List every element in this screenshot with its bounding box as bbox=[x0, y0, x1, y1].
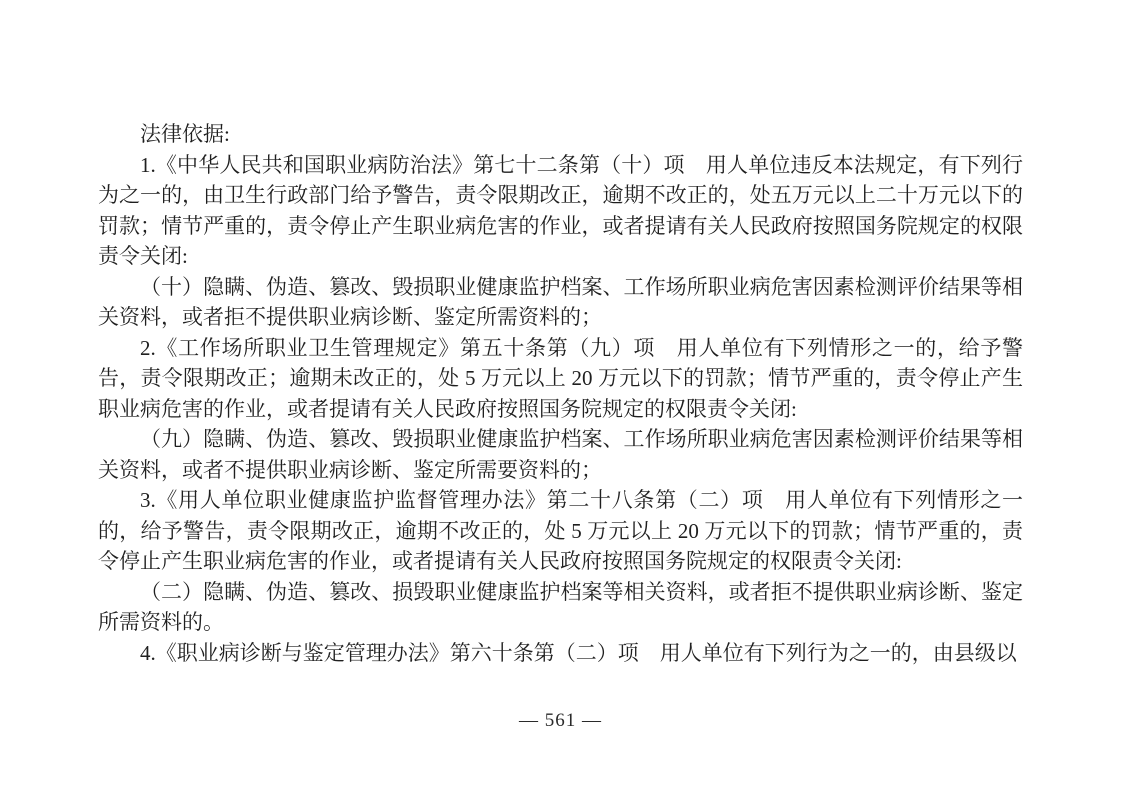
legal-paragraph-law-1: 1.《中华人民共和国职业病防治法》第七十二条第（十）项 用人单位违反本法规定，有下列行为之一的，由卫生行政部门给予警告，责令限期改正，逾期不改正的，处五万元以上二十万元以下的罚款；情节严重的，责令停止产生职业病危害的作业，或者提请有关人民政府按照国务院规定的权限责令关闭: bbox=[98, 152, 1023, 268]
legal-paragraph-item-2: （二）隐瞒、伪造、篡改、损毁职业健康监护档案等相关资料，或者拒不提供职业病诊断、鉴定所需资料的。 bbox=[98, 579, 1023, 634]
legal-paragraph-law-2: 2.《工作场所职业卫生管理规定》第五十条第（九）项 用人单位有下列情形之一的，给予警告，责令限期改正；逾期未改正的，处 5 万元以上 20 万元以下的罚款；情节严重的，责令停止产生职业病危害的作业，或者提请有关人民政府按照国务院规定的权限责令关闭: bbox=[98, 335, 1023, 421]
legal-paragraph-item-9: （九）隐瞒、伪造、篡改、毁损职业健康监护档案、工作场所职业病危害因素检测评价结果等相关资料，或者不提供职业病诊断、鉴定所需要资料的； bbox=[98, 427, 1023, 482]
legal-paragraph-item-10: （十）隐瞒、伪造、篡改、毁损职业健康监护档案、工作场所职业病危害因素检测评价结果等相关资料，或者拒不提供职业病诊断、鉴定所需资料的； bbox=[98, 274, 1023, 329]
section-heading: 法律依据: bbox=[140, 122, 230, 146]
legal-paragraph-law-4: 4.《职业病诊断与鉴定管理办法》第六十条第（二）项 用人单位有下列行为之一的，由县级以 bbox=[140, 640, 1017, 665]
page-footer bbox=[0, 710, 1121, 732]
page-number: — 561 — bbox=[519, 710, 602, 731]
document-body bbox=[98, 119, 1023, 668]
legal-paragraph-law-3: 3.《用人单位职业健康监护监督管理办法》第二十八条第（二）项 用人单位有下列情形之一的，给予警告，责令限期改正，逾期不改正的，处 5 万元以上 20 万元以下的罚款；情节严重的，责令停止产生职业病危害的作业，或者提请有关人民政府按照国务院规定的权限责令关闭: bbox=[98, 488, 1023, 573]
